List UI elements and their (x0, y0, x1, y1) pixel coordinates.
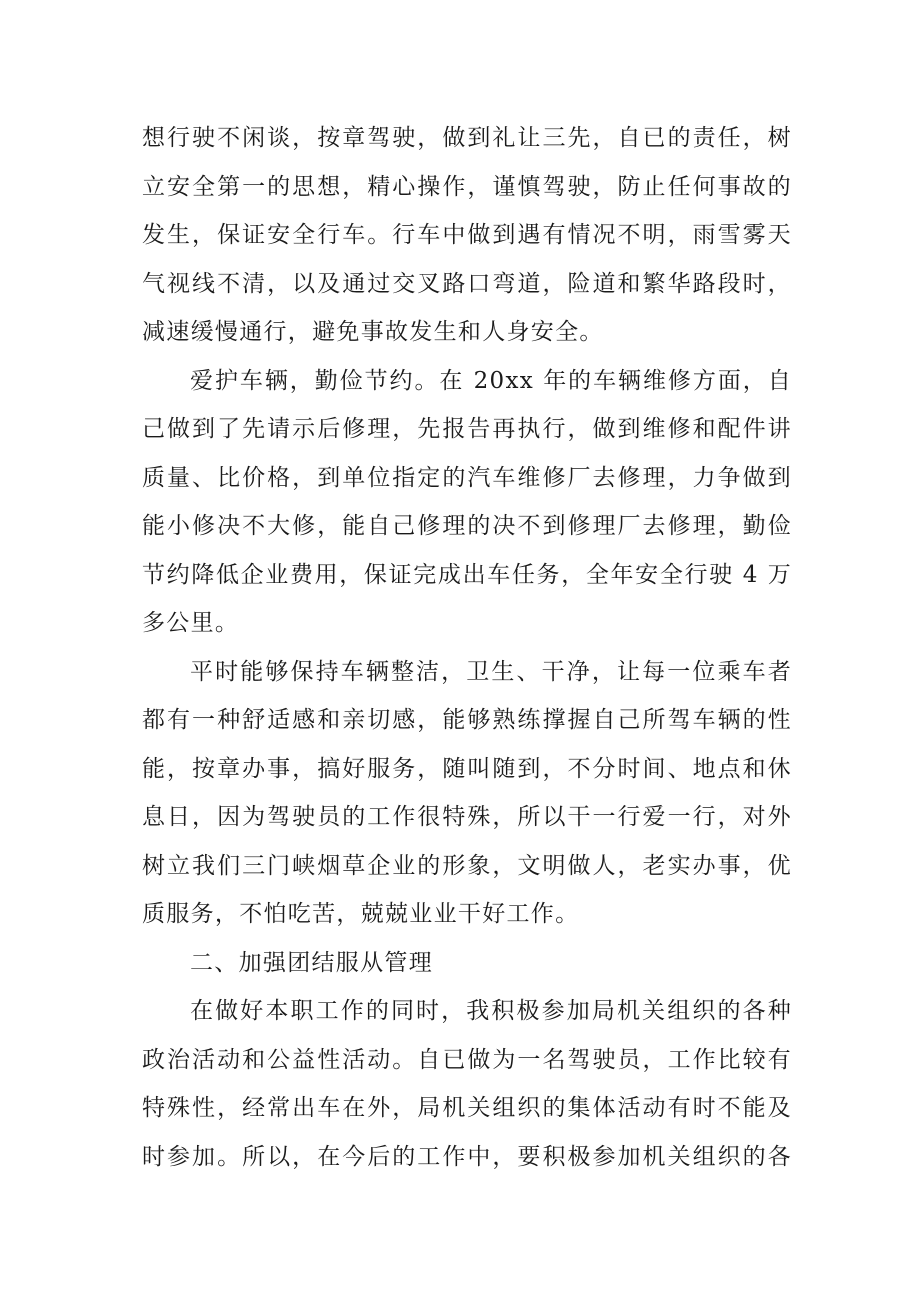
text-line: 政治活动和公益性活动。自已做为一名驾驶员，工作比较有 (142, 1046, 792, 1073)
text-line: 质服务，不怕吃苦，兢兢业业干好工作。 (142, 901, 580, 927)
text-line: 发生，保证安全行车。行车中做到遇有情况不明，雨雪雾天 (142, 222, 792, 248)
paragraph-first-line: 爱护车辆，勤俭节约。在 20xx 年的车辆维修方面，自 (190, 367, 792, 394)
section-heading: 二、加强团结服从管理 (190, 949, 433, 976)
text-line: 特殊性，经常出车在外，局机关组织的集体活动有时不能及 (142, 1095, 792, 1121)
text-line: 息日，因为驾驶员的工作很特殊，所以干一行爱一行，对外 (142, 804, 792, 830)
text-line: 想行驶不闲谈，按章驾驶，做到礼让三先，自已的责任，树 (142, 125, 792, 151)
text-line: 节约降低企业费用，保证完成出车任务，全年安全行驶 4 万 (142, 561, 792, 588)
text-line: 己做到了先请示后修理，先报告再执行，做到维修和配件讲 (142, 416, 792, 442)
text-line: 树立我们三门峡烟草企业的形象，文明做人，老实办事，优 (142, 852, 792, 879)
document-body (142, 114, 792, 1181)
text-line: 立安全第一的思想，精心操作，谨慎驾驶，防止任何事故的 (142, 173, 792, 200)
text-line: 多公里。 (142, 610, 240, 636)
text-line: 能小修决不大修，能自己修理的决不到修理厂去修理，勤俭 (142, 513, 792, 539)
text-line: 质量、比价格，到单位指定的汽车维修厂去修理，力争做到 (142, 464, 792, 491)
text-line: 减速缓慢通行，避免事故发生和人身安全。 (142, 319, 604, 345)
text-line: 能，按章办事，搞好服务，随叫随到，不分时间、地点和休 (142, 755, 792, 782)
paragraph-first-line: 平时能够保持车辆整洁，卫生、干净，让每一位乘车者 (190, 658, 792, 685)
text-line: 都有一种舒适感和亲切感，能够熟练撑握自己所驾车辆的性 (142, 707, 792, 733)
paragraph-first-line: 在做好本职工作的同时，我积极参加局机关组织的各种 (190, 998, 792, 1024)
text-line: 时参加。所以，在今后的工作中，要积极参加机关组织的各 (142, 1143, 792, 1170)
text-line: 气视线不清，以及通过交叉路口弯道，险道和繁华路段时， (142, 270, 792, 297)
